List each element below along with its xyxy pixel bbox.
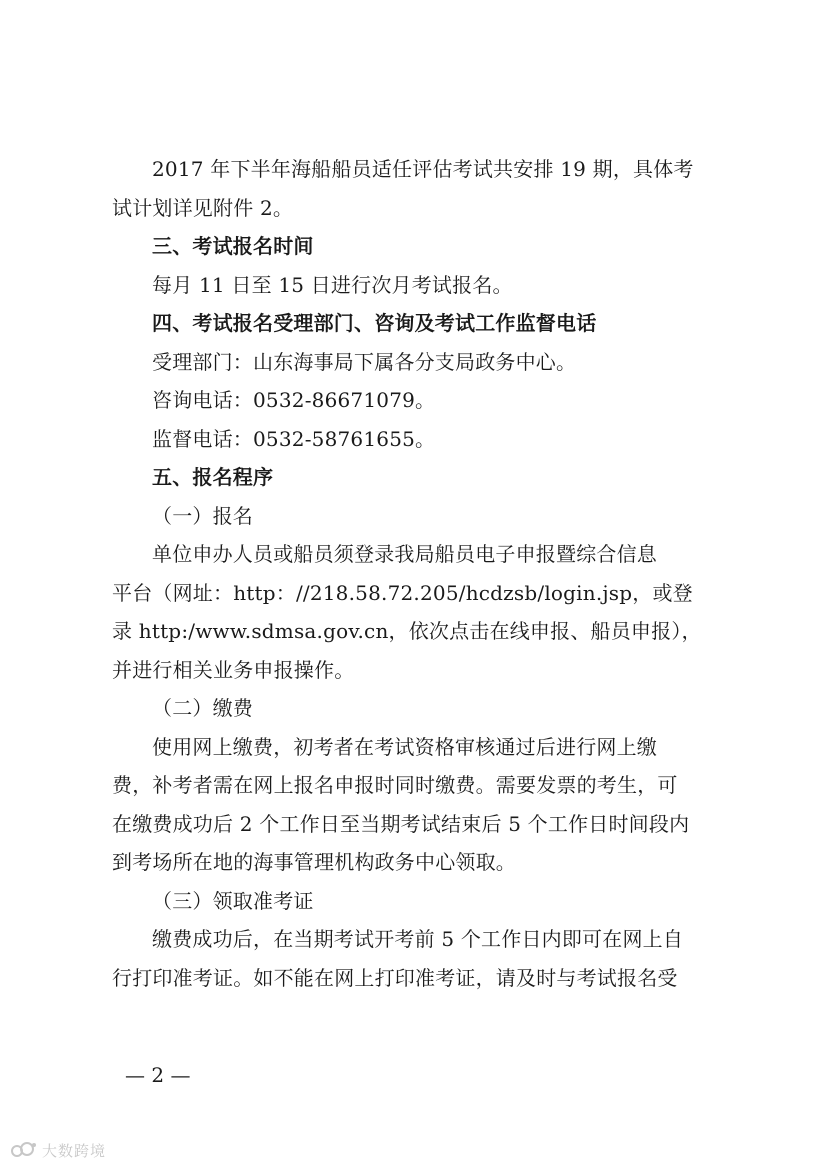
paragraph-line: 单位申办人员或船员须登录我局船员电子申报暨综合信息 bbox=[152, 542, 657, 566]
subsection-heading: （一）报名 bbox=[152, 503, 253, 528]
paragraph-line: 在缴费成功后 2 个工作日至当期考试结束后 5 个工作日时间段内 bbox=[112, 811, 690, 836]
paragraph-line: 平台（网址：http：//218.58.72.205/hcdzsb/login.jsp，或登 bbox=[112, 580, 693, 605]
document-body bbox=[112, 150, 722, 997]
section-heading: 四、考试报名受理部门、咨询及考试工作监督电话 bbox=[152, 311, 597, 335]
watermark-text: 大数跨境 bbox=[42, 1141, 107, 1160]
watermark bbox=[10, 1138, 106, 1162]
paragraph-line: 每月 11 日至 15 日进行次月考试报名。 bbox=[152, 272, 513, 297]
section-heading: 五、报名程序 bbox=[152, 465, 274, 489]
paragraph-line: 监督电话：0532-58761655。 bbox=[152, 426, 436, 451]
paragraph-line: 咨询电话：0532-86671079。 bbox=[152, 388, 436, 412]
paragraph-line: 2017 年下半年海船船员适任评估考试共安排 19 期，具体考 bbox=[152, 157, 694, 181]
paragraph-line: 录 http:/www.sdmsa.gov.cn，依次点击在线申报、船员申报）， bbox=[112, 619, 702, 643]
page-number: — 2 — bbox=[125, 1063, 191, 1087]
subsection-heading: （二）缴费 bbox=[152, 696, 253, 720]
section-heading: 三、考试报名时间 bbox=[152, 234, 314, 258]
paragraph-line: 受理部门：山东海事局下属各分支局政务中心。 bbox=[152, 349, 577, 374]
paragraph-line: 缴费成功后，在当期考试开考前 5 个工作日内即可在网上自 bbox=[152, 927, 684, 951]
paragraph-line: 试计划详见附件 2。 bbox=[112, 195, 294, 220]
paragraph-line: 并进行相关业务申报操作。 bbox=[112, 657, 355, 682]
paragraph-line: 行打印准考证。如不能在网上打印准考证，请及时与考试报名受 bbox=[112, 965, 678, 990]
paragraph-line: 到考场所在地的海事管理机构政务中心领取。 bbox=[112, 850, 516, 874]
paragraph-line: 使用网上缴费，初考者在考试资格审核通过后进行网上缴 bbox=[152, 734, 657, 759]
paragraph-line: 费，补考者需在网上报名申报时同时缴费。需要发票的考生，可 bbox=[112, 773, 678, 797]
logo-icon bbox=[10, 1140, 38, 1160]
subsection-heading: （三）领取准考证 bbox=[152, 888, 314, 913]
